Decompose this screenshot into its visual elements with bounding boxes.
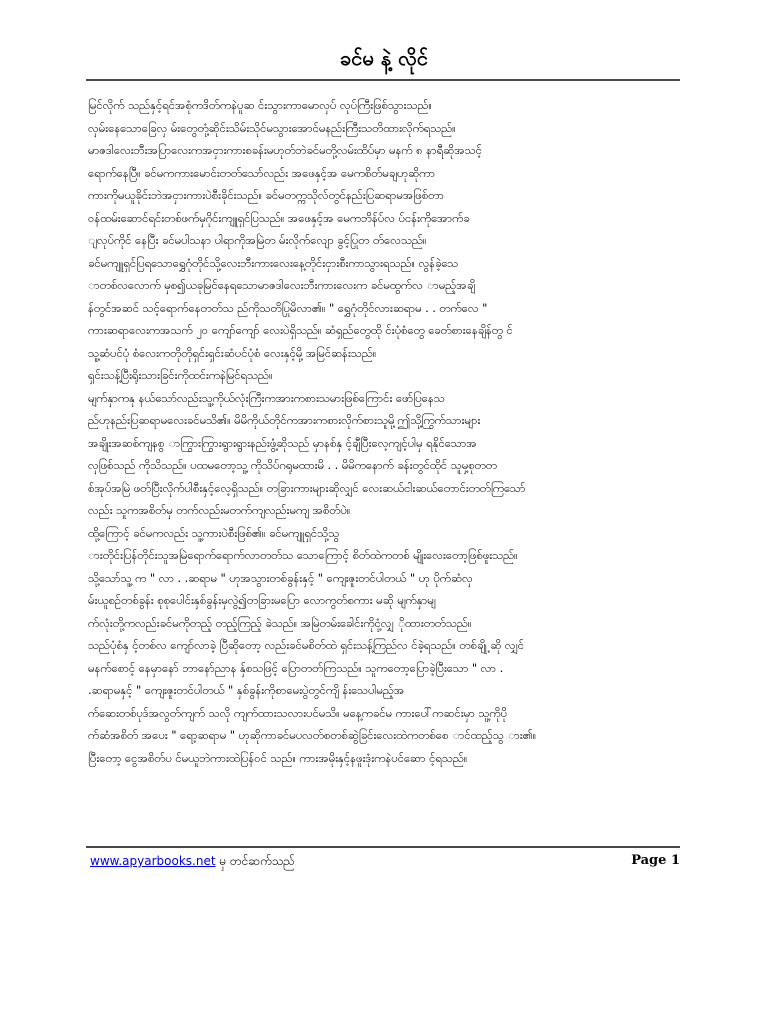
body-line: ကားကိုမယူခိုင်းဘဲအငှားကားပဲစီးခိုင်းသည်။ ခင်မတက္ကသိုလ်တွင်နည်းပြဆရာမအဖြစ်တာ xyxy=(88,188,444,202)
body-line: သည်ပုံစံနှ င့်တစ်လ ကျော်လာခဲ့ ပြီဆိုတော့ လည်းခင်မစိတ်ထဲ ရှင်းသန့်ကြည်လ င်ခဲ့ရသည်။ တစ်ချို့ ဆို လျှင် xyxy=(88,638,525,652)
body-line: .ဆရာမနှင့် " ကျေးဇူးတင်ပါတယ် " နှစ်ခွန်းကိုစာမေးပွဲတွင်ကျိ န်းသေပါမည့်အ xyxy=(88,683,405,697)
body-line: မြင်လိုက် သည်နှင့်ရင်အစုံကဒိတ်ကနဲပူဆ င်းသွားကာမောလှပ် လုပ်ကြီးဖြစ်သွားသည်။ xyxy=(88,98,432,112)
body-line: က်ဆေးတစ်ပုဒ်အလွတ်ကျက် သလို ကျက်ထားသလားပင်မသိ။ မနေ့ကခင်မ ကားပေါ်ကဆင်းမှာ သူ့ကိုပို xyxy=(88,705,508,720)
body-line: က်လုံးတို့ကလည်းခင်မကိုတည့် တည့်ကြည့် ခဲသည်။ အမြဲတမ်းခေါင်းကိုငုံ့လျှ ိုထားတတ်သည်။ xyxy=(88,615,472,630)
footer-source xyxy=(90,852,295,870)
footer-divider xyxy=(86,846,680,848)
body-line: ရှင်းသန့်ပြီးရိုးသားခြင်းကိုထင်းကနဲမြင်ရသည်။ xyxy=(88,368,273,382)
body-line: ားတိုင်းပြန်တိုင်းသူအမြဲရောက်ရောက်လာတတ်သ သောကြောင့် စိတ်ထဲကတစ် မျိုးလေးတော့ဖြစ်ဖူးသည်။ xyxy=(88,548,518,562)
body-line: ျလုပ်ကိုင် နေပြီး ခင်မပါသနာ ပါရာကိုအမြဲတ မ်းလိုက်လျော ခွင့်ပြုတ တ်လေသည်။ xyxy=(88,233,427,247)
body-line: ကားဆရာလေးကအသက် ၂၀ ကျော်ကျော် လေးပဲရှိသည်။ ဆံရှည်တွေထို င်းပုံစံတွေ ခေတ်စားနေချိန်တွ င် xyxy=(88,323,513,337)
body-line: မာဇဒါလေးဘီးအပြာလေးကအငှားကားစခန်းမဟုတ်ဘဲခင်မတို့လမ်းထိပ်မှာ မနက် ၈ နာရီဆိုအသင့် xyxy=(88,143,482,157)
body-line: က်ဆံအစိတ် အပေး " ရော့ဆရာမ " ဟုဆိုကာခင်မပလတ်စတစ်ဆွဲခြင်းလေးထဲကတစ်စေ ာင်ထည့်သွ ား၏။ xyxy=(88,728,537,742)
body-line: လည်း သူကအစိတ်မှ တက်လည်းမတက်ကျလည်းမကျ အစိတ်ပဲ။ xyxy=(88,503,351,517)
body-line: ဝန်ထမ်းဆောင်ရင်းတစ်ဖက်မှဂိုင်းကျူရှင်ပြသည်။ အဖေနှင့်အ မေကဘိန်ပ်လ ပ်ငန်းကိုအောက်ခ xyxy=(88,210,470,225)
footer-website-link[interactable]: www.apyarbooks.net xyxy=(90,854,216,868)
body-line: လှမ်းနေသောခြေလှ မ်းတွေတုံ့ဆိုင်းသိမ်းသိုင်မသွားအောင်မနည်းကြီးသတိထားလိုက်ရသည်။ xyxy=(88,120,456,135)
footer-source-text: မှ တင်ဆက်သည် xyxy=(215,854,295,868)
body-line: လှဖြစ်သည် ကိုသိသည်။ ပထမတော့သူ့ ကိုသိပ်ဂရုမထားမိ . . မိမိကနောက် ခန်းတွင်ထိုင် သူမှ့စုတတ xyxy=(88,458,497,472)
body-line: သူ့ဆံပင်ပုံ စံလေးကတိုတိုရှင်းရှင်းဆံပင်ပုံစံ လေးနှင့်မို့ အမြင်ဆန်းသည်။ xyxy=(88,345,377,360)
body-line: ာတစ်လလောက် မှစ၍ယခုမြင်နေရသောမာဇဒါလေးဘီးကားလေးက ခင်မထွက်လ ာမည့်အချိ xyxy=(88,278,475,292)
body-line: မ်းယူစဉ်တစ်ခွန်း စုစုပေါင်းနှစ်ခွန်းမှလွဲ၍တခြားမပြော လောကွတ်စကား မဆို မျက်နှာမျ xyxy=(88,593,436,607)
document-title: ခင်မ နဲ့ လိုင် xyxy=(340,46,428,70)
body-line: န်တွင်အဆင် သင့်ရောက်နေတတ်သ ည်ကိုသတိပြုမိလာ၏။ " ရွှေဂုံတိုင်လားဆရာမ . . တက်လေ " xyxy=(88,300,488,315)
body-line: ည်ဟုနည်းပြဆရာမလေးခင်မသိ၏။ မိမိကိုယ်တိုင်ကအားကစားလိုက်စားသူမို့ဤသို့ကြွက်သားများ xyxy=(88,413,481,427)
body-line: ခင်မကျူရှင်ပြရသောရွှေဂုံတိုင်သို့လေးဘီးကားလေးနေ့တိုင်းငှားစီးကာသွားရသည်။ လွန်ခဲ့သေ xyxy=(88,255,459,270)
title-divider xyxy=(86,79,680,81)
body-line: မျက်နှာကနု နယ်သော်လည်းသူ့ကိုယ်လုံးကြီးကအားကစားသမားဖြစ်ကြောင်း ဖော်ပြနေသ xyxy=(88,390,445,405)
body-paragraphs xyxy=(88,94,680,769)
page-number: Page 1 xyxy=(631,853,680,868)
body-line: ပြီးတော့ ငွေအစိတ်ပ င်မယူဘဲကားထဲပြန်ဝင် သည်။ ကားအမိုးနှင့်နဖူးဒုံးကနဲပင်ဆော င့်ရသည်။ xyxy=(88,750,468,765)
body-line: ထို့ကြောင့် ခင်မကလည်း သူ့ကားပဲစီးဖြစ်၏။ ခင်မကျူရှင်သို့သွ xyxy=(88,525,340,540)
body-line: ရောက်နေပြီ။ ခင်မကကားမောင်းတတ်သော်လည်း အဖေနှင့်အ မေကစိတ်မချဟုဆိုကာ xyxy=(88,165,436,180)
body-line: အချိုးအဆစ်ကျနစွ ာကြွားကြွားရွားရွားနည်းဖွံ့ဆိုသည် မှာနစ်နှ င့်ချီပြီးလေ့ကျင့်ပါမှ ရနိုင်သောအ xyxy=(88,435,477,450)
body-line: စ်အုပ်အမြဲ ဖတ်ပြီးလိုက်ပါစီးနှင့်လေ့ရှိသည်။ တခြားကားများဆိုလျှင် လေးဆယ်ငါးဆယ်တောင်းတတ်ကြသော် xyxy=(88,480,526,495)
body-line: သို့သော်သူ့ က " လာ . .ဆရာမ " ဟုအသွားတစ်ခွန်းနှင့် " ကျေးဇူးတင်ပါတယ် " ဟု ပိုက်ဆံလှ xyxy=(88,570,473,585)
body-line: မနက်စောင့် နေမှာနော် ဘာနော်ညာန နှ်စသဖြင့် ပြောတတ်ကြသည်။ သူကတော့ပြောခဲ့ပြီးသော " လာ . xyxy=(88,660,504,675)
